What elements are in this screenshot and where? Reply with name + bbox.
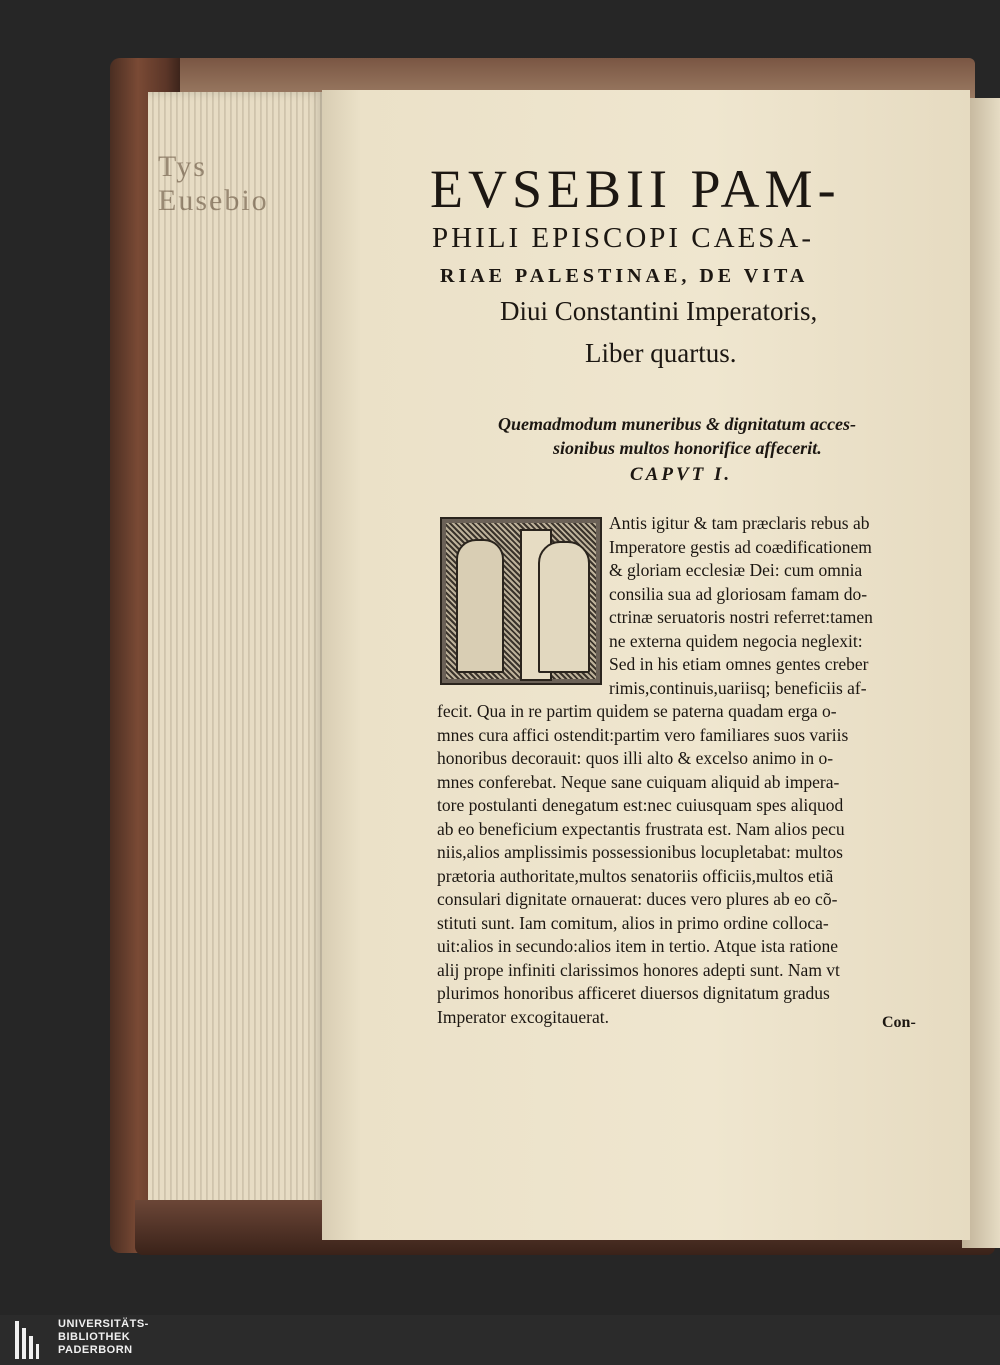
chapter-summary-line-2: sionibus multos honorifice affecerit. — [553, 438, 822, 458]
body-line: & gloriam ecclesiæ Dei: cum omnia — [609, 560, 863, 580]
body-line: alij prope infiniti clarissimos honores adepti sunt. Nam vt — [437, 959, 840, 980]
title-line-4: Diui Constantini Imperatoris, — [500, 296, 818, 326]
body-line: stituti sunt. Iam comitum, alios in primo ordine colloca- — [437, 912, 829, 933]
body-line: prætoria authoritate,multos senatoriis officiis,multos etiã — [437, 865, 834, 886]
catchword: Con- — [882, 1014, 916, 1031]
body-line: mnes cura affici ostendit:partim vero familiares suos variis — [437, 724, 849, 745]
body-line: fecit. Qua in re partim quidem se paterna quadam erga o- — [437, 701, 837, 721]
logo-line-1: UNIVERSITÄTS- — [58, 1318, 149, 1330]
body-line: consulari dignitate ornauerat: duces vero plures ab eo cõ- — [437, 889, 838, 909]
body-line: mnes conferebat. Neque sane cuiquam aliquid ab impera- — [437, 771, 840, 792]
body-line: ab eo beneficium expectantis frustrata est. Nam alios pecu — [437, 818, 845, 839]
library-logo-icon — [14, 1320, 40, 1360]
body-line: plurimos honoribus afficeret diuersos dignitatum gradus — [437, 983, 830, 1003]
chapter-summary-line-1: Quemadmodum muneribus & dignitatum acces- — [498, 414, 857, 434]
body-line: consilia sua ad gloriosam famam do- — [609, 583, 868, 604]
body-line: Sed in his etiam omnes gentes creber — [609, 654, 869, 674]
logo-line-3: PADERBORN — [58, 1344, 133, 1356]
body-line: Imperatore gestis ad coædificationem — [609, 536, 872, 557]
body-line: honoribus decorauit: quos illi alto & excelso animo in o- — [437, 748, 834, 768]
logo-line-2: BIBLIOTHEK — [58, 1331, 131, 1343]
library-logo-text — [58, 1318, 149, 1357]
title-line-1: EVSEBII PAM- — [430, 159, 841, 219]
body-text — [437, 512, 927, 1029]
page-edges — [148, 92, 326, 1242]
footer-bar — [0, 1315, 1000, 1365]
chapter-heading: CAPVT I. — [630, 464, 733, 485]
title-line-5: Liber quartus. — [585, 338, 737, 368]
title-line-2: PHILI EPISCOPI CAESA- — [432, 222, 815, 254]
body-line: Imperator excogitauerat. — [437, 1006, 609, 1027]
body-line: rimis,continuis,uariisq; beneficiis af- — [609, 677, 867, 698]
body-line: ne externa quidem negocia neglexit: — [609, 630, 863, 651]
body-line: niis,alios amplissimis possessionibus locupletabat: multos — [437, 842, 843, 862]
body-line: ctrinæ seruatoris nostri referret:tamen — [609, 607, 873, 627]
body-line: tore postulanti denegatum est:nec cuiusquam spes aliquod — [437, 795, 844, 815]
body-line: uit:alios in secundo:alios item in tertio. Atque ista ratione — [437, 936, 838, 956]
body-line: Antis igitur & tam præclaris rebus ab — [609, 513, 870, 533]
title-line-3: RIAE PALESTINAE, DE VITA — [440, 265, 809, 287]
spine-handwriting: Tys Eusebio — [158, 150, 269, 217]
